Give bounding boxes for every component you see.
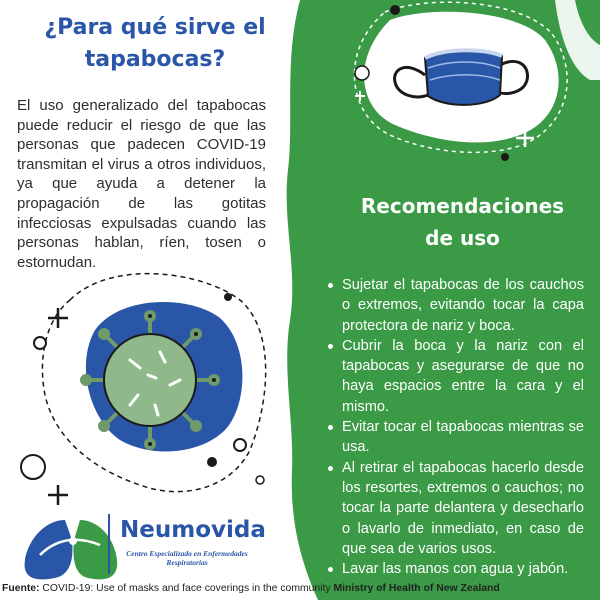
footer-label: Fuente: [2, 583, 40, 594]
footer-org: Ministry of Health of New Zealand [333, 583, 500, 594]
logo-divider [108, 514, 110, 574]
left-title-line1: ¿Para qué sirve el [44, 15, 266, 40]
left-title-line2: tapabocas? [84, 46, 226, 72]
right-title-line2: de uso [425, 226, 500, 250]
footer-text: COVID-19: Use of masks and face coverings in the community [39, 583, 334, 594]
right-title [345, 190, 580, 254]
list-item: Cubrir la boca y la nariz con el tapabocas y asegurarse de que no haya espacios entre la cara y el mismo. [328, 336, 584, 417]
list-item: Evitar tocar el tapabocas mientras se usa. [328, 417, 584, 458]
left-body-text: El uso generalizado del tapabocas puede reducir el riesgo de que las personas que padecen COVID-19 transmitan el virus a otros individuos, ya que ayuda a detener la propagación de las gotitas infecciosas expulsadas cuando las personas hablan, ríen, tosen o estornudan. [17, 97, 266, 271]
footer-source [2, 583, 500, 594]
logo-subtitle: Centro Especializado en Enfermedades Respiratorias [126, 549, 248, 567]
list-item: Al retirar el tapabocas hacerlo desde los resortes, extremos o cauchos; no tocar la parte delantera y desecharlo o lavarlo de inmediato, en caso de que sea de varios usos. [328, 458, 584, 559]
list-item: Sujetar el tapabocas de los cauchos o extremos, evitando tocar la capa protectora de nariz y boca. [328, 275, 584, 336]
list-item: Lavar las manos con agua y jabón. [328, 559, 584, 579]
right-title-line1: Recomendaciones [360, 194, 565, 218]
left-title [10, 12, 300, 76]
logo-name: Neumovida [120, 517, 266, 543]
recommendations-list [328, 275, 584, 579]
